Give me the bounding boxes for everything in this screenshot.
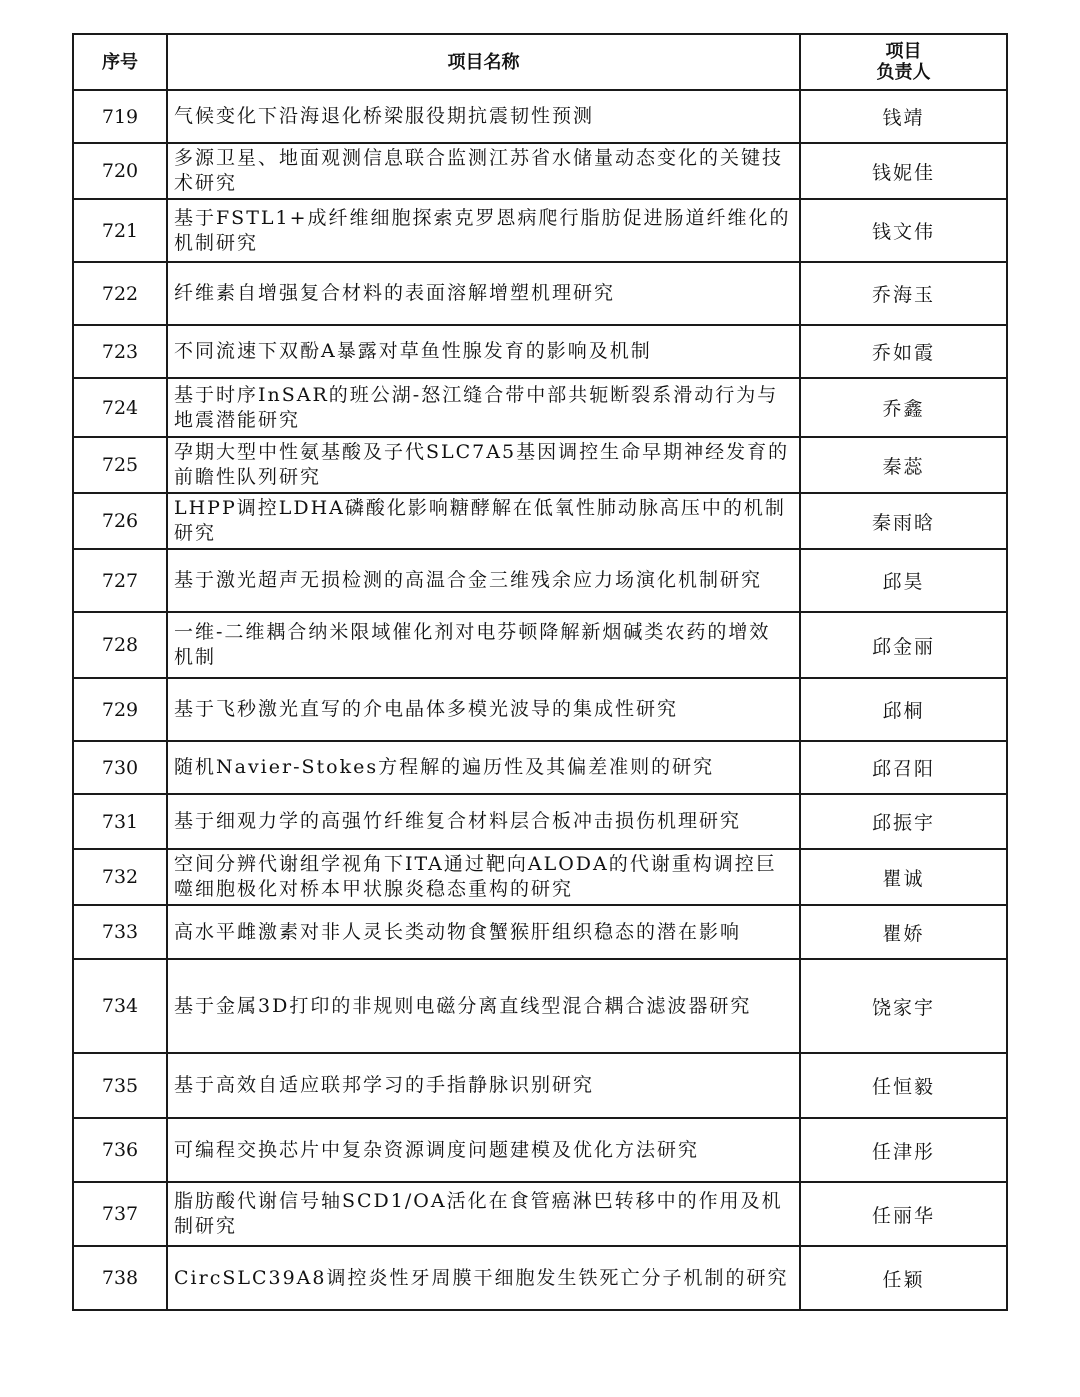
row-owner: 钱靖 bbox=[800, 90, 1007, 143]
header-owner-line1: 项目 bbox=[885, 41, 922, 62]
row-index: 735 bbox=[73, 1053, 167, 1118]
row-owner: 邱召阳 bbox=[800, 741, 1007, 794]
row-project-title: 基于金属3D打印的非规则电磁分离直线型混合耦合滤波器研究 bbox=[167, 959, 800, 1053]
row-index: 737 bbox=[73, 1182, 167, 1246]
row-owner: 乔如霞 bbox=[800, 325, 1007, 378]
row-owner: 秦雨晗 bbox=[800, 493, 1007, 549]
row-project-title: 随机Navier-Stokes方程解的遍历性及其偏差准则的研究 bbox=[167, 741, 800, 794]
row-project-title: 基于FSTL1+成纤维细胞探索克罗恩病爬行脂肪促进肠道纤维化的机制研究 bbox=[167, 199, 800, 262]
row-index: 733 bbox=[73, 905, 167, 959]
row-index: 727 bbox=[73, 549, 167, 612]
row-project-title: 基于细观力学的高强竹纤维复合材料层合板冲击损伤机理研究 bbox=[167, 794, 800, 849]
row-index: 719 bbox=[73, 90, 167, 143]
header-owner-line2: 负责人 bbox=[876, 62, 931, 83]
row-project-title: 可编程交换芯片中复杂资源调度问题建模及优化方法研究 bbox=[167, 1118, 800, 1182]
header-index: 序号 bbox=[73, 34, 167, 90]
table-row bbox=[73, 199, 1007, 262]
row-owner: 任津彤 bbox=[800, 1118, 1007, 1182]
project-list-page bbox=[72, 33, 1006, 1311]
table-row bbox=[73, 905, 1007, 959]
row-project-title: 不同流速下双酚A暴露对草鱼性腺发育的影响及机制 bbox=[167, 325, 800, 378]
row-owner: 乔海玉 bbox=[800, 262, 1007, 325]
row-owner: 瞿娇 bbox=[800, 905, 1007, 959]
row-index: 720 bbox=[73, 143, 167, 199]
table-row bbox=[73, 794, 1007, 849]
row-project-title: 多源卫星、地面观测信息联合监测江苏省水储量动态变化的关键技术研究 bbox=[167, 143, 800, 199]
row-owner: 秦蕊 bbox=[800, 437, 1007, 493]
row-project-title: LHPP调控LDHA磷酸化影响糖酵解在低氧性肺动脉高压中的机制研究 bbox=[167, 493, 800, 549]
table-row bbox=[73, 437, 1007, 493]
table-row bbox=[73, 849, 1007, 905]
row-index: 728 bbox=[73, 612, 167, 678]
header-project-name: 项目名称 bbox=[167, 34, 800, 90]
table-row bbox=[73, 1246, 1007, 1310]
row-index: 724 bbox=[73, 378, 167, 437]
row-index: 726 bbox=[73, 493, 167, 549]
row-owner: 任颖 bbox=[800, 1246, 1007, 1310]
row-index: 721 bbox=[73, 199, 167, 262]
row-owner: 邱桐 bbox=[800, 678, 1007, 741]
table-row bbox=[73, 612, 1007, 678]
row-owner: 任丽华 bbox=[800, 1182, 1007, 1246]
table-row bbox=[73, 90, 1007, 143]
row-project-title: 纤维素自增强复合材料的表面溶解增塑机理研究 bbox=[167, 262, 800, 325]
row-index: 731 bbox=[73, 794, 167, 849]
row-project-title: 基于激光超声无损检测的高温合金三维残余应力场演化机制研究 bbox=[167, 549, 800, 612]
row-owner: 瞿诚 bbox=[800, 849, 1007, 905]
table-row bbox=[73, 959, 1007, 1053]
row-owner: 钱文伟 bbox=[800, 199, 1007, 262]
table-row bbox=[73, 325, 1007, 378]
row-project-title: 空间分辨代谢组学视角下ITA通过靶向ALODA的代谢重构调控巨噬细胞极化对桥本甲状腺炎稳态重构的研究 bbox=[167, 849, 800, 905]
row-project-title: 孕期大型中性氨基酸及子代SLC7A5基因调控生命早期神经发育的前瞻性队列研究 bbox=[167, 437, 800, 493]
table-row bbox=[73, 143, 1007, 199]
row-owner: 邱振宇 bbox=[800, 794, 1007, 849]
table-row bbox=[73, 741, 1007, 794]
row-index: 722 bbox=[73, 262, 167, 325]
row-owner: 钱妮佳 bbox=[800, 143, 1007, 199]
row-project-title: 高水平雌激素对非人灵长类动物食蟹猴肝组织稳态的潜在影响 bbox=[167, 905, 800, 959]
table-body bbox=[73, 90, 1007, 1310]
table-row bbox=[73, 1118, 1007, 1182]
row-owner: 乔鑫 bbox=[800, 378, 1007, 437]
table-row bbox=[73, 378, 1007, 437]
header-owner bbox=[800, 34, 1007, 90]
table-row bbox=[73, 493, 1007, 549]
row-project-title: 脂肪酸代谢信号轴SCD1/OA活化在食管癌淋巴转移中的作用及机制研究 bbox=[167, 1182, 800, 1246]
table-row bbox=[73, 678, 1007, 741]
row-owner: 饶家宇 bbox=[800, 959, 1007, 1053]
row-owner: 邱金丽 bbox=[800, 612, 1007, 678]
row-index: 738 bbox=[73, 1246, 167, 1310]
row-project-title: 基于高效自适应联邦学习的手指静脉识别研究 bbox=[167, 1053, 800, 1118]
row-index: 729 bbox=[73, 678, 167, 741]
table-row bbox=[73, 549, 1007, 612]
row-project-title: 一维-二维耦合纳米限域催化剂对电芬顿降解新烟碱类农药的增效机制 bbox=[167, 612, 800, 678]
row-project-title: 基于飞秒激光直写的介电晶体多模光波导的集成性研究 bbox=[167, 678, 800, 741]
row-index: 732 bbox=[73, 849, 167, 905]
row-project-title: 基于时序InSAR的班公湖-怒江缝合带中部共轭断裂系滑动行为与地震潜能研究 bbox=[167, 378, 800, 437]
row-owner: 邱昊 bbox=[800, 549, 1007, 612]
project-table bbox=[72, 33, 1008, 1311]
row-owner: 任恒毅 bbox=[800, 1053, 1007, 1118]
row-index: 734 bbox=[73, 959, 167, 1053]
table-row bbox=[73, 262, 1007, 325]
row-index: 723 bbox=[73, 325, 167, 378]
table-row bbox=[73, 1182, 1007, 1246]
row-index: 730 bbox=[73, 741, 167, 794]
table-header-row bbox=[73, 34, 1007, 90]
table-row bbox=[73, 1053, 1007, 1118]
row-index: 736 bbox=[73, 1118, 167, 1182]
row-project-title: 气候变化下沿海退化桥梁服役期抗震韧性预测 bbox=[167, 90, 800, 143]
row-index: 725 bbox=[73, 437, 167, 493]
row-project-title: CircSLC39A8调控炎性牙周膜干细胞发生铁死亡分子机制的研究 bbox=[167, 1246, 800, 1310]
